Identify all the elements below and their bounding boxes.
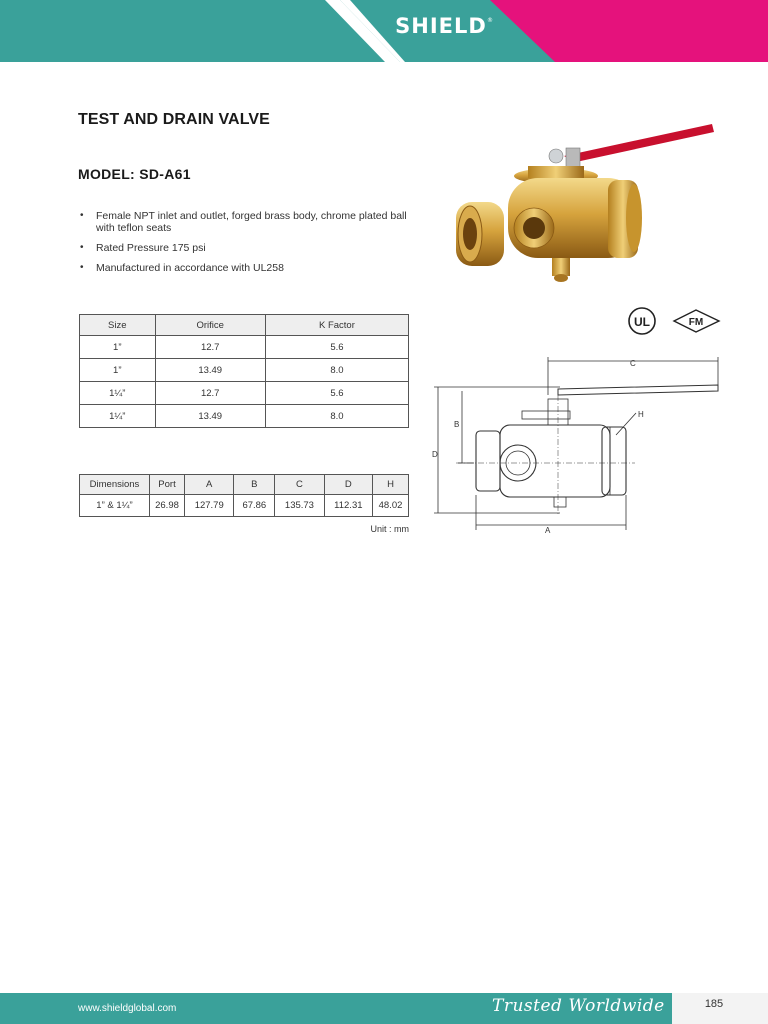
table-cell: 8.0 — [265, 405, 408, 428]
table-cell: 1” — [80, 359, 156, 382]
table-cell: 26.98 — [150, 495, 185, 517]
valve-photo — [448, 118, 720, 292]
table-row — [80, 495, 409, 517]
website-link[interactable]: www.shieldglobal.com — [78, 1003, 177, 1014]
header-band — [0, 0, 768, 62]
bullet-icon: • — [80, 262, 84, 273]
kfactor-table — [79, 314, 409, 428]
dimension-label-c: C — [630, 359, 636, 368]
dimension-drawing — [430, 355, 730, 540]
model-heading: MODEL: SD-A61 — [78, 166, 191, 182]
column-header: Dimensions — [80, 475, 150, 495]
footer-tagline: Trusted Worldwide — [492, 996, 665, 1016]
table-cell: 67.86 — [234, 495, 275, 517]
column-header: Port — [150, 475, 185, 495]
table-cell: 12.7 — [155, 336, 265, 359]
table-cell: 12.7 — [155, 382, 265, 405]
bullet-icon: • — [80, 210, 84, 221]
table-cell: 13.49 — [155, 359, 265, 382]
feature-item: • Manufactured in accordance with UL258 — [80, 262, 284, 274]
column-header: B — [234, 475, 275, 495]
registered-mark: ® — [487, 17, 493, 24]
table-cell: 1” — [80, 336, 156, 359]
fm-approval-icon — [674, 310, 719, 332]
table-cell: 5.6 — [265, 336, 408, 359]
bullet-icon: • — [80, 242, 84, 253]
svg-text:FM: FM — [688, 317, 704, 328]
dimensions-table — [79, 474, 409, 517]
table-cell: 13.49 — [155, 405, 265, 428]
column-header: H — [373, 475, 409, 495]
table-row — [80, 382, 409, 405]
column-header: D — [324, 475, 372, 495]
table-header-row — [80, 475, 409, 495]
feature-item: • Female NPT inlet and outlet, forged brass body, chrome plated ball with teflon seats — [80, 210, 407, 234]
table-row — [80, 336, 409, 359]
column-header: A — [185, 475, 234, 495]
certification-logos — [626, 305, 722, 337]
table-cell: 1¼” — [80, 405, 156, 428]
table-cell: 127.79 — [185, 495, 234, 517]
table-cell: 8.0 — [265, 359, 408, 382]
table-cell: 5.6 — [265, 382, 408, 405]
header-graphic — [0, 0, 768, 62]
page-title: TEST AND DRAIN VALVE — [78, 111, 270, 128]
dimension-label-h: H — [638, 410, 644, 419]
page-number: 185 — [704, 998, 724, 1010]
column-header: Orifice — [155, 315, 265, 336]
dimension-label-a: A — [545, 526, 551, 535]
brand-logo: SHIELD — [395, 14, 487, 38]
table-row — [80, 359, 409, 382]
feature-list — [80, 210, 410, 282]
column-header: K Factor — [265, 315, 408, 336]
table-header-row — [80, 315, 409, 336]
dimension-label-b: B — [454, 420, 460, 429]
table-cell: 1¼” — [80, 382, 156, 405]
table-cell: 135.73 — [275, 495, 324, 517]
svg-text:UL: UL — [634, 315, 650, 329]
column-header: C — [275, 475, 324, 495]
unit-note: Unit : mm — [370, 524, 409, 534]
ul-mark-icon — [629, 308, 655, 334]
table-cell: 48.02 — [373, 495, 409, 517]
column-header: Size — [80, 315, 156, 336]
table-row — [80, 405, 409, 428]
table-cell: 112.31 — [324, 495, 372, 517]
feature-item: • Rated Pressure 175 psi — [80, 242, 206, 254]
dimension-label-d: D — [432, 450, 438, 459]
table-cell: 1” & 1¼” — [80, 495, 150, 517]
